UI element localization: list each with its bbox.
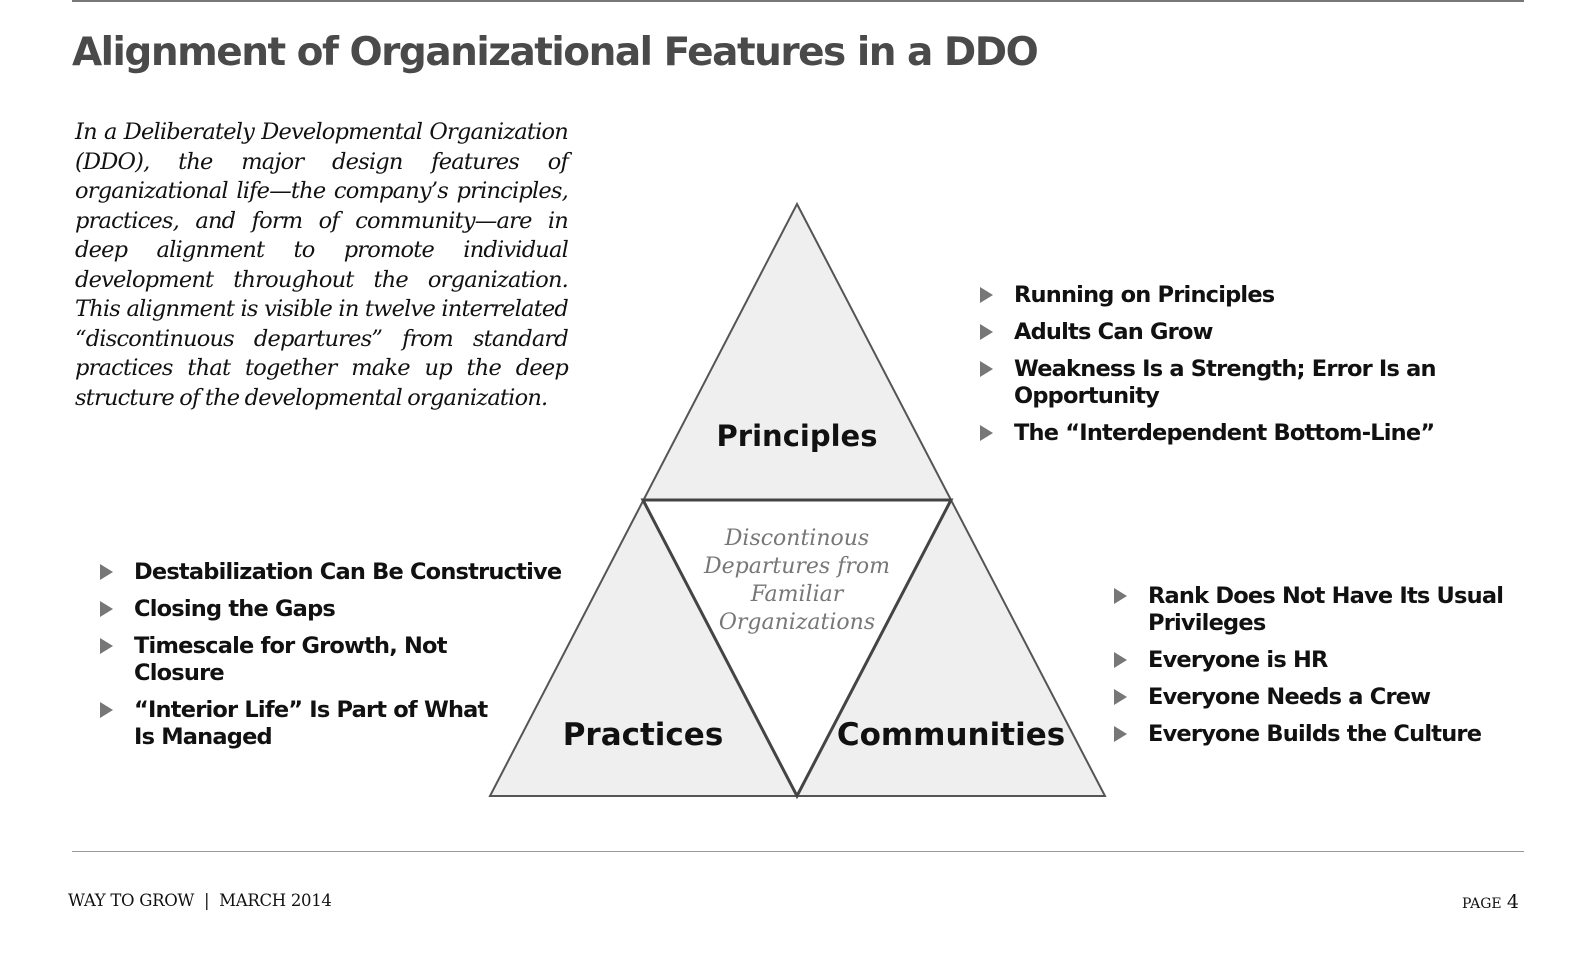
communities-label: Communities: [836, 717, 1066, 753]
list-item: [980, 420, 1450, 447]
list-item: [100, 633, 454, 687]
triangle-bullet-icon: [980, 287, 993, 303]
page-title: Alignment of Organizational Features in a DDO: [72, 30, 1038, 75]
list-item-text: Rank Does Not Have Its Usual Privileges: [1148, 583, 1504, 636]
triangle-bullet-icon: [1114, 726, 1127, 742]
triangle-bullet-icon: [1114, 689, 1127, 705]
page-number: 4: [1506, 891, 1519, 913]
footer-publication: WAY TO GROW | MARCH 2014: [68, 891, 332, 910]
triangle-bullet-icon: [100, 638, 113, 654]
list-item-text: Everyone Builds the Culture: [1148, 721, 1482, 747]
list-item: [980, 319, 1450, 346]
list-item: [100, 596, 570, 623]
triangle-bullet-icon: [1114, 652, 1127, 668]
triangle-bullet-icon: [100, 564, 113, 580]
principles-list: [980, 282, 1450, 457]
triangle-bullet-icon: [980, 324, 993, 340]
list-item: [1114, 647, 1504, 674]
center-line-1: Discontinous: [724, 526, 870, 551]
communities-list: [1114, 583, 1504, 758]
list-item-text: Weakness Is a Strength; Error Is an Opportunity: [1014, 356, 1436, 409]
list-item-text: Everyone is HR: [1148, 647, 1328, 673]
list-item-text: Closing the Gaps: [134, 596, 335, 622]
list-item: [100, 559, 570, 586]
intro-paragraph: In a Deliberately Developmental Organization (DDO), the major design features of organizational life—the company’s principles, practices, and form of community—are in deep alignment to promote individual development throughout the organization. This alignment is visible in twelve interrelated “discontinuous departures” from standard practices that together make up the deep structure of the developmental organization.: [75, 119, 568, 411]
list-item-text: “Interior Life” Is Part of What Is Managed: [134, 697, 488, 750]
practices-label: Practices: [562, 717, 724, 753]
triangle-bullet-icon: [100, 601, 113, 617]
list-item-text: Timescale for Growth, Not Closure: [134, 633, 447, 686]
triangle-bullet-icon: [1114, 588, 1127, 604]
list-item-text: Adults Can Grow: [1014, 319, 1213, 345]
principles-label: Principles: [716, 419, 878, 453]
center-line-4: Organizations: [718, 610, 876, 635]
list-item: [1114, 583, 1504, 637]
page-label: PAGE: [1462, 896, 1502, 912]
list-item: [1114, 684, 1504, 711]
footer-page: [1462, 891, 1519, 913]
list-item: [980, 356, 1450, 410]
list-item-text: Everyone Needs a Crew: [1148, 684, 1431, 710]
triangle-bullet-icon: [980, 425, 993, 441]
triangle-bullet-icon: [100, 702, 113, 718]
list-item: [1114, 721, 1504, 748]
list-item-text: Running on Principles: [1014, 282, 1275, 308]
list-item-text: The “Interdependent Bottom-Line”: [1014, 420, 1435, 446]
list-item-text: Destabilization Can Be Constructive: [134, 559, 562, 585]
bottom-rule: [72, 851, 1524, 852]
triangle-bullet-icon: [980, 361, 993, 377]
list-item: [980, 282, 1450, 309]
center-line-2: Departures from: [704, 554, 890, 579]
list-item: [100, 697, 514, 751]
center-line-3: Familiar: [750, 582, 844, 607]
practices-list: [100, 559, 570, 761]
